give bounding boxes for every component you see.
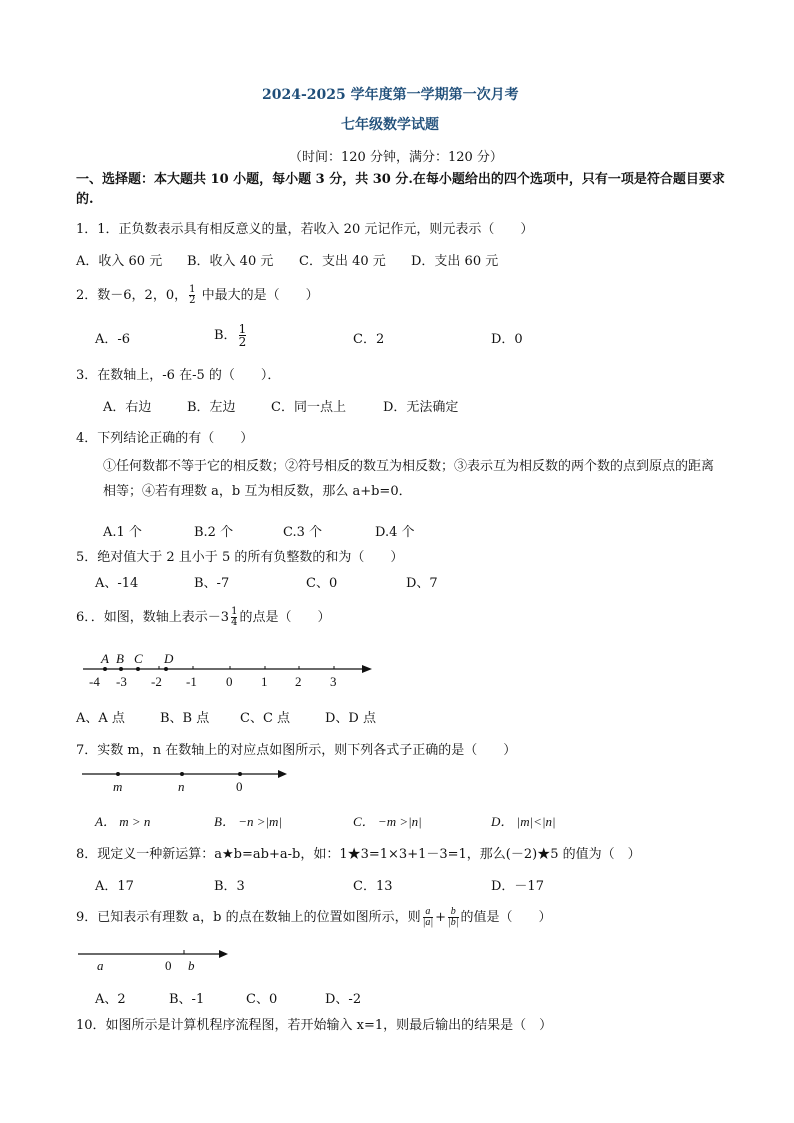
question-9-stem — [76, 906, 552, 928]
q9-f2-den: |b| — [448, 917, 459, 928]
q2-option-b-fraction — [239, 323, 247, 348]
q9-fraction-a — [423, 907, 434, 928]
q6-tick-0: 0 — [226, 674, 233, 689]
question-2-stem — [76, 284, 319, 306]
question-3-stem: 3．在数轴上，-6 在-5 的（ ）． — [76, 368, 281, 383]
question-5-stem: 5．绝对值大于 2 且小于 5 的所有负整数的和为（ ） — [76, 550, 404, 565]
q2-option-a: A．-6 — [95, 332, 131, 347]
q4-option-d: D.4 个 — [375, 525, 415, 540]
q2-option-b — [214, 323, 248, 348]
q3-option-a: A．右边 — [103, 400, 152, 415]
q4-option-b: B.2 个 — [194, 525, 234, 540]
q6-point-a: A — [101, 651, 109, 666]
q3-option-d: D．无法确定 — [383, 400, 459, 415]
q6-point-c: C — [134, 651, 143, 666]
q7-label-0: 0 — [236, 779, 243, 794]
q6-point-b: B — [116, 651, 124, 666]
q5-option-b: B、-7 — [194, 576, 230, 591]
q5-option-a: A、-14 — [95, 576, 139, 591]
question-1-stem: 1．1．正负数表示具有相反意义的量，若收入 20 元记作元，则元表示（ ） — [76, 222, 534, 237]
q6-tick-neg1: -1 — [186, 674, 197, 689]
q9-f1-den: |a| — [422, 917, 434, 928]
q2-frac-num: 1 — [189, 284, 196, 295]
q6-number-line — [80, 646, 380, 692]
q6-tick-neg2: -2 — [151, 674, 162, 689]
q1-option-a: A．收入 60 元 — [76, 254, 163, 269]
q1-option-c: C．支出 40 元 — [299, 254, 386, 269]
question-4-stem: 4．下列结论正确的有（ ） — [76, 431, 254, 446]
q6-tick-2: 2 — [295, 674, 302, 689]
q9-stem-before: 9．已知表示有理数 a，b 的点在数轴上的位置如图所示，则 — [76, 910, 421, 925]
q2-stem-after: 中最大的是（ ） — [201, 288, 319, 303]
q9-stem-after: 的值是（ ） — [460, 910, 552, 925]
q8-option-d: D．－17 — [491, 879, 544, 894]
q5-option-d: D、7 — [406, 576, 438, 591]
q6-frac-num: 1 — [231, 606, 238, 617]
q9-option-d: D、-2 — [325, 992, 362, 1007]
q9-option-c: C、0 — [246, 992, 278, 1007]
q9-f2-num: b — [450, 906, 456, 917]
exam-subtitle: 七年级数学试题 — [341, 117, 439, 133]
q6-option-b: B、B 点 — [160, 711, 210, 726]
q3-option-c: C．同一点上 — [271, 400, 346, 415]
q9-label-b: b — [188, 958, 195, 973]
q2-optb-num: 1 — [238, 322, 247, 336]
q7-option-a: A． m > n — [95, 814, 151, 829]
q9-f1-num: a — [425, 906, 431, 917]
q3-option-b: B．左边 — [187, 400, 236, 415]
q2-stem-before: 2．数－6，2，0， — [76, 288, 188, 303]
question-6-stem — [76, 606, 330, 628]
q6-option-c: C、C 点 — [240, 711, 291, 726]
q6-option-d: D、D 点 — [325, 711, 376, 726]
question-8-stem: 8．现定义一种新运算：a★b=ab+a-b，如：1★3=1×3+1－3=1，那么(－2)★5 的值为（ ） — [76, 847, 641, 862]
q4-option-a: A.1 个 — [103, 525, 142, 540]
q1-option-b: B．收入 40 元 — [187, 254, 274, 269]
q6-fraction — [231, 607, 237, 628]
q9-number-line — [76, 946, 236, 976]
question-7-stem: 7．实数 m，n 在数轴上的对应点如图所示，则下列各式子正确的是（ ） — [76, 743, 517, 758]
q9-option-a: A、2 — [95, 992, 126, 1007]
q8-option-b: B．3 — [214, 879, 245, 894]
q4-option-c: C.3 个 — [283, 525, 323, 540]
exam-title: 2024-2025 学年度第一学期第一次月考 — [262, 87, 519, 103]
q6-tick-neg3: -3 — [116, 674, 127, 689]
q2-option-b-label: B． — [214, 328, 237, 343]
q6-tick-3: 3 — [330, 674, 337, 689]
q6-tick-1: 1 — [261, 674, 268, 689]
q6-point-d: D — [164, 651, 174, 666]
q6-mixed-number: －3 — [207, 610, 230, 625]
q4-statements: ①任何数都不等于它的相反数；②符号相反的数互为相反数；③表示互为相反数的两个数的点到原点的距离相等；④若有理数 a，b 互为相反数，那么 a+b=0． — [103, 459, 715, 499]
q8-option-c: C．13 — [353, 879, 393, 894]
q6-option-a: A、A 点 — [76, 711, 125, 726]
time-info: （时间：120 分钟，满分：120 分） — [289, 150, 503, 165]
q9-label-a: a — [97, 958, 104, 973]
q2-frac-den: 2 — [189, 295, 196, 306]
q5-option-c: C、0 — [306, 576, 338, 591]
q9-fraction-b — [448, 907, 459, 928]
q7-number-line — [80, 764, 295, 796]
q6-tick-neg4: -4 — [89, 674, 100, 689]
q1-option-d: D．支出 60 元 — [411, 254, 499, 269]
q9-plus: + — [435, 910, 447, 925]
q7-label-n: n — [178, 779, 185, 794]
q6-stem-before: 6．．如图，数轴上表示 — [76, 610, 208, 625]
q9-option-b: B、-1 — [169, 992, 205, 1007]
q7-option-b: B． −n >|m| — [214, 814, 283, 829]
q7-option-c: C． −m >|n| — [353, 814, 422, 829]
q2-optb-den: 2 — [238, 335, 247, 349]
q2-option-c: C．2 — [353, 332, 385, 347]
q6-frac-den: 4 — [231, 617, 238, 628]
question-10-stem: 10．如图所示是计算机程序流程图，若开始输入 x=1，则最后输出的结果是（ ） — [76, 1018, 553, 1033]
q8-option-a: A．17 — [95, 879, 134, 894]
q2-option-d: D．0 — [491, 332, 523, 347]
section-heading: 一、选择题：本大题共 10 小题，每小题 3 分，共 30 分.在每小题给出的四个选项中，只有一项是符合题目要求的. — [76, 172, 725, 207]
q7-option-d: D． |m|<|n| — [491, 814, 556, 829]
q6-stem-after: 的点是（ ） — [239, 610, 331, 625]
q7-label-m: m — [113, 779, 123, 794]
q9-label-0: 0 — [165, 958, 172, 973]
q2-fraction — [189, 285, 195, 306]
